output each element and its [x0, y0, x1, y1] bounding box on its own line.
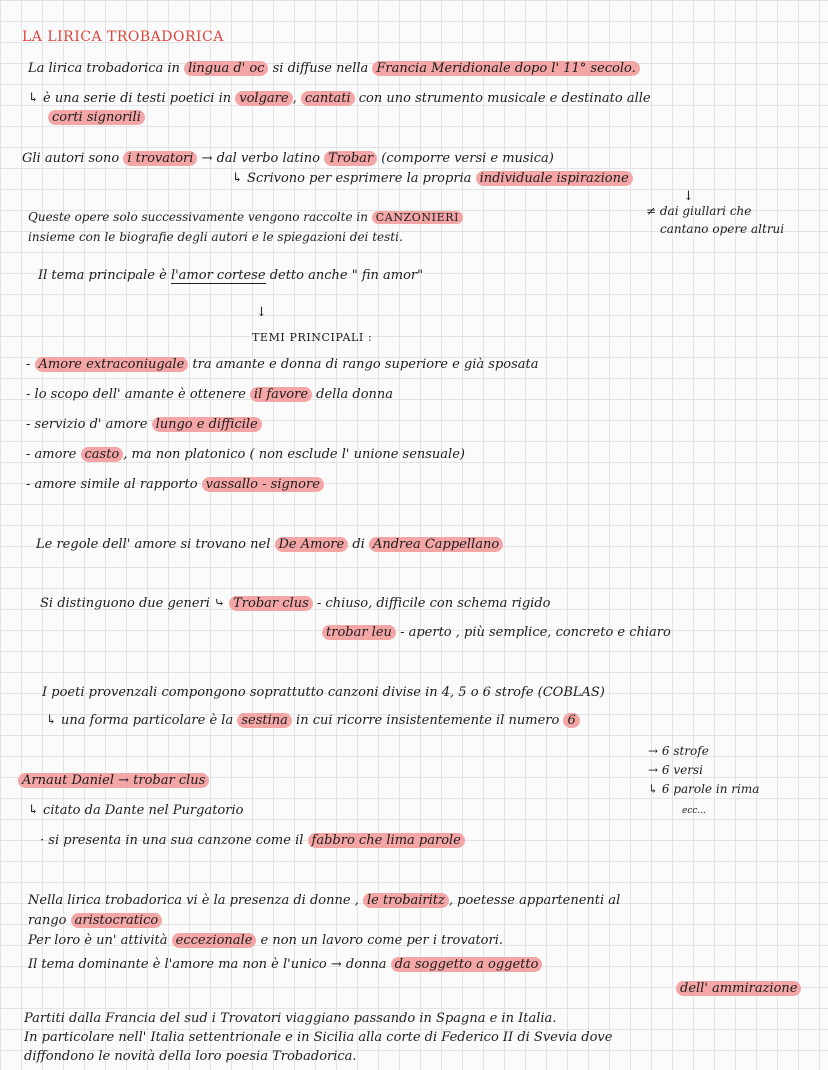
arnaut-line	[18, 773, 209, 789]
text: detto anche " fin amor"	[269, 268, 424, 283]
trobairitz-line-3	[28, 933, 503, 949]
highlight: sestina	[237, 713, 292, 728]
poets-line: I poeti provenzali compongono soprattutto canzoni divise in 4, 5 o 6 strofe (COBLAS)	[42, 685, 605, 700]
bullet: ·	[40, 833, 45, 848]
sestina-detail: ↳ 6 parole in rima	[648, 782, 760, 796]
highlight: il favore	[250, 387, 312, 402]
highlight: fabbro che lima parole	[308, 833, 465, 848]
text: si diffuse nella	[272, 61, 369, 76]
highlight: Francia Meridionale dopo l' 11° secolo.	[372, 61, 639, 76]
authors-line-2	[232, 171, 633, 187]
text: citato da Dante nel Purgatorio	[43, 803, 244, 818]
text: Il tema principale è	[38, 268, 167, 283]
down-arrow-icon: ↓	[256, 305, 267, 320]
highlight: i trovatori	[123, 151, 197, 166]
collection-line	[28, 209, 463, 226]
rules-line	[36, 537, 503, 553]
text: Le regole dell' amore si trovano nel	[36, 537, 271, 552]
text: Scrivono per esprimere la propria	[247, 171, 472, 186]
theme-line-2	[676, 981, 801, 997]
theme-line	[28, 957, 542, 973]
text: La lirica trobadorica in	[28, 61, 180, 76]
down-arrow-icon: ↓	[683, 189, 694, 204]
highlight: le trobairitz	[363, 893, 449, 908]
text: Si distinguono due generi	[40, 596, 210, 611]
text: Nella lirica trobadorica vi è la presenza di donne ,	[28, 893, 359, 908]
fabbro-line	[40, 833, 465, 849]
text: di	[352, 537, 365, 552]
highlight: lingua d' oc	[184, 61, 268, 76]
intro-line	[28, 61, 640, 77]
highlight: Trobar clus	[229, 596, 313, 611]
highlight: Trobar	[324, 151, 377, 166]
text: amore	[34, 447, 77, 462]
highlight: trobar leu	[322, 625, 396, 640]
text: Per loro è un' attività	[28, 933, 168, 948]
highlight: cantati	[301, 91, 355, 106]
collection-line-2: insieme con le biografie degli autori e le spiegazioni dei testi.	[28, 230, 403, 244]
sestina-detail: ecc...	[682, 806, 706, 816]
genres-line-2	[322, 625, 671, 641]
main-theme-line	[38, 268, 423, 284]
trobairitz-line	[28, 893, 620, 909]
travel-line-2: In particolare nell' Italia settentrionale e in Sicilia alla corte di Federico II di Svevia dove	[24, 1030, 613, 1045]
definition-line	[28, 91, 651, 107]
highlight: lungo e difficile	[152, 417, 262, 432]
travel-line-3: diffondono le novità della loro poesia Trobadorica.	[24, 1049, 357, 1064]
bullet: -	[26, 447, 31, 462]
text: Gli autori sono	[22, 151, 120, 166]
highlight: dell' ammirazione	[676, 981, 801, 996]
arrow-icon: ↳	[28, 803, 39, 818]
bullet: -	[26, 387, 31, 402]
text: lo scopo dell' amante è ottenere	[34, 387, 246, 402]
text: amore simile al rapporto	[34, 477, 198, 492]
list-item	[26, 387, 393, 403]
highlight: Amore extraconiugale	[35, 357, 189, 372]
themes-heading: TEMI PRINCIPALI :	[252, 331, 373, 344]
side-note-2: cantano opere altrui	[660, 222, 785, 236]
list-item	[26, 477, 324, 493]
text: Il tema dominante è l'amore ma non è l'unico → donna	[28, 957, 387, 972]
text: in cui ricorre insistentemente il numero	[296, 713, 560, 728]
definition-line-2	[48, 110, 145, 126]
bullet: -	[26, 477, 31, 492]
list-item	[26, 417, 262, 433]
text: servizio d' amore	[34, 417, 148, 432]
highlight: CANZONIERI	[372, 211, 463, 224]
text: - aperto , più semplice, concreto e chiaro	[400, 625, 671, 640]
highlight: individuale ispirazione	[476, 171, 633, 186]
text: si presenta in una sua canzone come il	[48, 833, 304, 848]
travel-line: Partiti dalla Francia del sud i Trovatori viaggiano passando in Spagna e in Italia.	[24, 1011, 557, 1026]
highlight: De Amore	[275, 537, 349, 552]
dante-line	[28, 803, 243, 819]
highlight: volgare	[235, 91, 292, 106]
branch-arrow-icon: ⤷	[214, 596, 225, 611]
text: → dal verbo latino	[201, 151, 320, 166]
highlight: casto	[81, 447, 124, 462]
authors-line	[22, 151, 554, 167]
text: è una serie di testi poetici in	[43, 91, 232, 106]
highlight: Arnaut Daniel → trobar clus	[18, 773, 209, 788]
bullet: -	[26, 357, 31, 372]
text: della donna	[316, 387, 394, 402]
text: - chiuso, difficile con schema rigido	[316, 596, 551, 611]
list-item	[26, 447, 465, 463]
arrow-icon: ↳	[232, 171, 243, 186]
text: Queste opere solo successivamente vengono raccolte in	[28, 210, 368, 224]
page-title: LA LIRICA TROBADORICA	[22, 29, 224, 45]
highlight: Andrea Cappellano	[369, 537, 503, 552]
arrow-icon: ↳	[28, 91, 39, 106]
highlight: 6	[563, 713, 579, 728]
highlight: da soggetto a oggetto	[391, 957, 543, 972]
arrow-icon: ↳	[46, 713, 57, 728]
text: rango	[28, 913, 67, 928]
sestina-detail: → 6 versi	[648, 763, 703, 777]
highlight: vassallo - signore	[202, 477, 324, 492]
text: una forma particolare è la	[61, 713, 234, 728]
highlight: aristocratico	[71, 913, 163, 928]
genres-line	[40, 596, 550, 612]
list-item	[26, 357, 539, 373]
bullet: -	[26, 417, 31, 432]
side-note: ≠ dai giullari che	[646, 204, 752, 218]
text: (comporre versi e musica)	[381, 151, 554, 166]
text: , ma non platonico ( non esclude l' unione sensuale)	[123, 447, 465, 462]
trobairitz-line-2	[28, 913, 162, 929]
text: con uno strumento musicale e destinato alle	[358, 91, 651, 106]
text: e non un lavoro come per i trovatori.	[260, 933, 504, 948]
text: tra amante e donna di rango superiore e già sposata	[192, 357, 539, 372]
sestina-line	[46, 713, 580, 729]
text: , poetesse appartenenti al	[448, 893, 621, 908]
underlined-term: l'amor cortese	[170, 268, 266, 283]
highlight: corti signorili	[48, 110, 145, 125]
text: ,	[292, 91, 297, 106]
highlight: eccezionale	[172, 933, 257, 948]
sestina-detail: → 6 strofe	[648, 744, 709, 758]
